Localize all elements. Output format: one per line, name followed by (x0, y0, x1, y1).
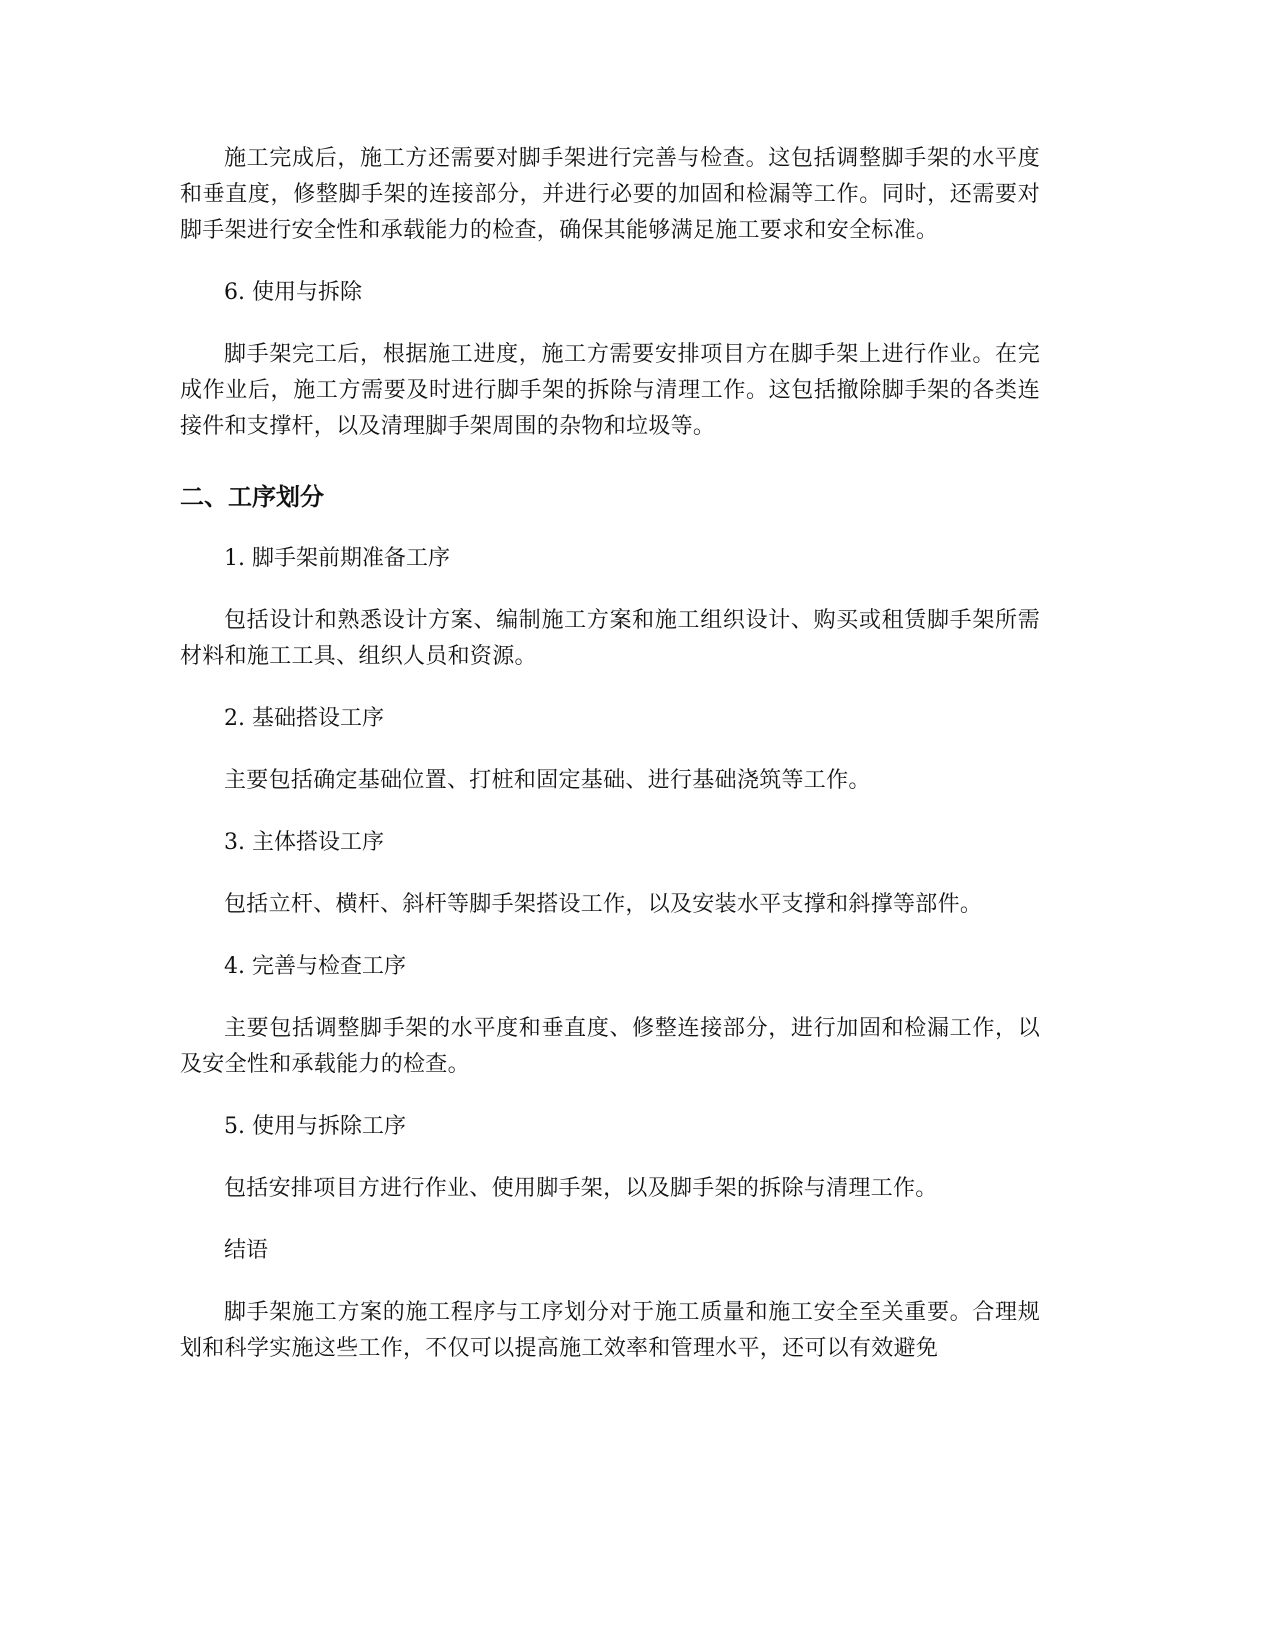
paragraph-inspection: 施工完成后，施工方还需要对脚手架进行完善与检查。这包括调整脚手架的水平度和垂直度，修整脚手架的连接部分，并进行必要的加固和检漏等工作。同时，还需要对脚手架进行安全性和承载能力的检查，确保其能够满足施工要求和安全标准。 (180, 146, 1040, 243)
conclusion-text: 脚手架施工方案的施工程序与工序划分对于施工质量和施工安全至关重要。合理规划和科学实施这些工作，不仅可以提高施工效率和管理水平，还可以有效避免 (180, 1300, 1040, 1361)
process-1-title: 1. 脚手架前期准备工序 (224, 546, 450, 571)
process-1-text: 包括设计和熟悉设计方案、编制施工方案和施工组织设计、购买或租赁脚手架所需材料和施工工具、组织人员和资源。 (180, 608, 1040, 669)
paragraph-dismantle: 脚手架完工后，根据施工进度，施工方需要安排项目方在脚手架上进行作业。在完成作业后，施工方需要及时进行脚手架的拆除与清理工作。这包括撤除脚手架的各类连接件和支撑杆，以及清理脚手架周围的杂物和垃圾等。 (180, 342, 1040, 439)
process-4-text: 主要包括调整脚手架的水平度和垂直度、修整连接部分，进行加固和检漏工作，以及安全性和承载能力的检查。 (180, 1016, 1040, 1077)
document-page (180, 141, 1040, 1367)
process-5-title: 5. 使用与拆除工序 (224, 1114, 406, 1139)
process-3-title: 3. 主体搭设工序 (224, 830, 384, 855)
section-heading-process-division: 二、工序划分 (180, 483, 324, 511)
process-2-text: 主要包括确定基础位置、打桩和固定基础、进行基础浇筑等工作。 (224, 768, 871, 793)
process-5-text: 包括安排项目方进行作业、使用脚手架，以及脚手架的拆除与清理工作。 (224, 1176, 938, 1201)
conclusion-title: 结语 (224, 1238, 269, 1263)
process-2-title: 2. 基础搭设工序 (224, 706, 384, 731)
process-3-text: 包括立杆、横杆、斜杆等脚手架搭设工作，以及安装水平支撑和斜撑等部件。 (224, 892, 983, 917)
process-4-title: 4. 完善与检查工序 (224, 954, 406, 979)
item-use-and-dismantle: 6. 使用与拆除 (224, 280, 362, 305)
